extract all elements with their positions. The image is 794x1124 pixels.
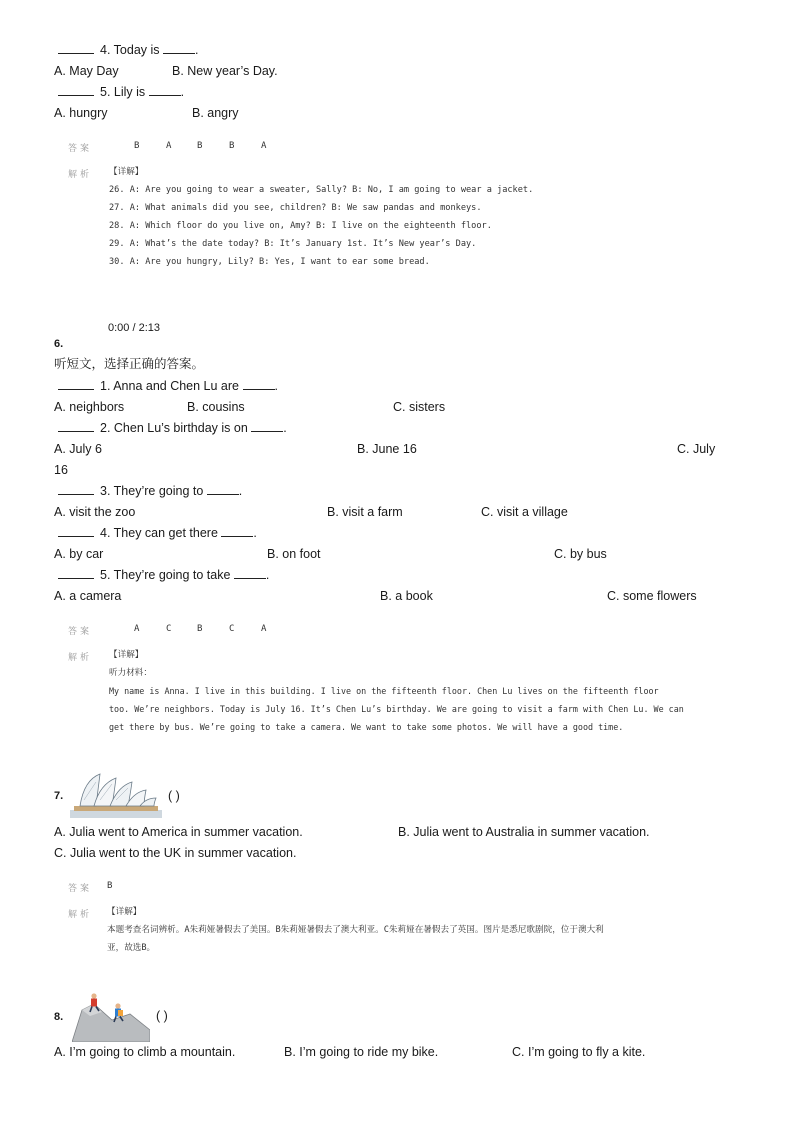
q5-item4-option-a[interactable]: A. May Day (54, 64, 119, 78)
q6-item1-option-b[interactable]: B. cousins (187, 400, 245, 414)
q6-number: 6. (54, 338, 64, 350)
answer-1: B (107, 881, 113, 891)
q5-item4: 4. Today is . (58, 42, 199, 58)
detail-line: 27. A: What animals did you see, children? B: We saw pandas and monkeys. (109, 203, 482, 213)
answer-tag: 答案 (68, 884, 93, 894)
q8-option-c[interactable]: C. I’m going to fly a kite. (512, 1045, 646, 1059)
q6-item4-option-c[interactable]: C. by bus (554, 547, 607, 561)
q6-item4-option-a[interactable]: A. by car (54, 547, 104, 561)
answer-blank[interactable] (58, 525, 94, 537)
answer-2: C (166, 624, 172, 634)
material-line: get there by bus. We’re going to take a camera. We want to take some photos. We will have a good time. (109, 722, 624, 732)
q7-answer-paren[interactable]: ( ) (168, 789, 180, 803)
detail-line: 29. A: What’s the date today? B: It’s January 1st. It’s New year’s Day. (109, 239, 477, 249)
detail-line: 26. A: Are you going to wear a sweater, Sally? B: No, I am going to wear a jacket. (109, 185, 534, 195)
q6-instruction: 听短文，选择正确的答案。 (54, 357, 205, 371)
climbing-mountain-image (72, 990, 150, 1042)
q8-answer-paren[interactable]: ( ) (156, 1009, 168, 1023)
q7-number: 7. (54, 790, 64, 802)
q8-option-a[interactable]: A. I’m going to climb a mountain. (54, 1045, 236, 1059)
detail-line: 本题考查名词辨析。A朱莉娅暑假去了美国。B朱莉娅暑假去了澳大利亚。C朱莉娅在暑假去了英国。图片是悉尼歌剧院，位于澳大利 (107, 925, 604, 935)
q6-item1: 1. Anna and Chen Lu are . (58, 378, 278, 394)
detail-line: 亚，故选B。 (107, 943, 156, 953)
q6-item1-option-c[interactable]: C. sisters (393, 400, 446, 414)
answer-3: B (197, 141, 203, 151)
q6-item2-option-b[interactable]: B. June 16 (357, 442, 417, 456)
detail-label: 【详解】 (107, 907, 142, 917)
material-line: too. We’re neighbors. Today is July 16. It’s Chen Lu’s birthday. We are going to visit a farm with Chen Lu. We can (109, 704, 684, 714)
answer-blank[interactable] (58, 483, 94, 495)
q6-item5-option-c[interactable]: C. some flowers (607, 589, 697, 603)
answer-tag: 答案 (68, 627, 93, 637)
q5-item5: 5. Lily is . (58, 84, 184, 100)
material-line: My name is Anna. I live in this building. I live on the fifteenth floor. Chen Lu lives on the fifteenth floor (109, 686, 659, 696)
q6-item4: 4. They can get there . (58, 525, 257, 541)
q8-option-b[interactable]: B. I’m going to ride my bike. (284, 1045, 439, 1059)
q6-item5-option-b[interactable]: B. a book (380, 589, 433, 603)
fill-blank[interactable] (251, 420, 283, 432)
detail-label: 【详解】 (109, 650, 144, 660)
detail-line: 30. A: Are you hungry, Lily? B: Yes, I want to ear some bread. (109, 257, 430, 267)
q6-item2: 2. Chen Lu’s birthday is on . (58, 420, 287, 436)
answer-blank[interactable] (58, 567, 94, 579)
analysis-tag: 解析 (68, 170, 93, 180)
q6-item3-option-a[interactable]: A. visit the zoo (54, 505, 136, 519)
audio-player-time[interactable]: 0:00 / 2:13 (108, 322, 160, 334)
q6-item3: 3. They’re going to . (58, 483, 242, 499)
answer-3: B (197, 624, 203, 634)
answer-5: A (261, 141, 267, 151)
detail-line: 28. A: Which floor do you live on, Amy? B: I live on the eighteenth floor. (109, 221, 492, 231)
q5-item4-option-b[interactable]: B. New year’s Day. (172, 64, 278, 78)
answer-blank[interactable] (58, 420, 94, 432)
answer-5: A (261, 624, 267, 634)
q6-item2-option-c-wrap: 16 (54, 463, 68, 477)
q6-item3-option-c[interactable]: C. visit a village (481, 505, 568, 519)
fill-blank[interactable] (234, 567, 266, 579)
q6-item1-option-a[interactable]: A. neighbors (54, 400, 125, 414)
q5-item5-option-b[interactable]: B. angry (192, 106, 239, 120)
q5-item5-option-a[interactable]: A. hungry (54, 106, 108, 120)
sydney-opera-house-image (70, 770, 162, 820)
answer-4: C (229, 624, 235, 634)
q6-item2-option-c[interactable]: C. July (677, 442, 716, 456)
q6-item5: 5. They’re going to take . (58, 567, 269, 583)
q6-item4-option-b[interactable]: B. on foot (267, 547, 321, 561)
q7-option-b[interactable]: B. Julia went to Australia in summer vacation. (398, 825, 650, 839)
analysis-tag: 解析 (68, 910, 93, 920)
fill-blank[interactable] (163, 42, 195, 54)
answer-2: A (166, 141, 172, 151)
answer-1: A (134, 624, 140, 634)
q6-item2-option-a[interactable]: A. July 6 (54, 442, 102, 456)
answer-tag: 答案 (68, 144, 93, 154)
answer-blank[interactable] (58, 84, 94, 96)
q6-item5-option-a[interactable]: A. a camera (54, 589, 122, 603)
fill-blank[interactable] (207, 483, 239, 495)
detail-label: 【详解】 (109, 167, 144, 177)
q7-option-c[interactable]: C. Julia went to the UK in summer vacation. (54, 846, 297, 860)
material-label: 听力材料： (109, 668, 152, 678)
answer-blank[interactable] (58, 378, 94, 390)
q6-item3-option-b[interactable]: B. visit a farm (327, 505, 403, 519)
q7-option-a[interactable]: A. Julia went to America in summer vacation. (54, 825, 303, 839)
fill-blank[interactable] (221, 525, 253, 537)
analysis-tag: 解析 (68, 653, 93, 663)
answer-blank[interactable] (58, 42, 94, 54)
fill-blank[interactable] (243, 378, 275, 390)
q8-number: 8. (54, 1011, 64, 1023)
fill-blank[interactable] (149, 84, 181, 96)
answer-4: B (229, 141, 235, 151)
answer-1: B (134, 141, 140, 151)
